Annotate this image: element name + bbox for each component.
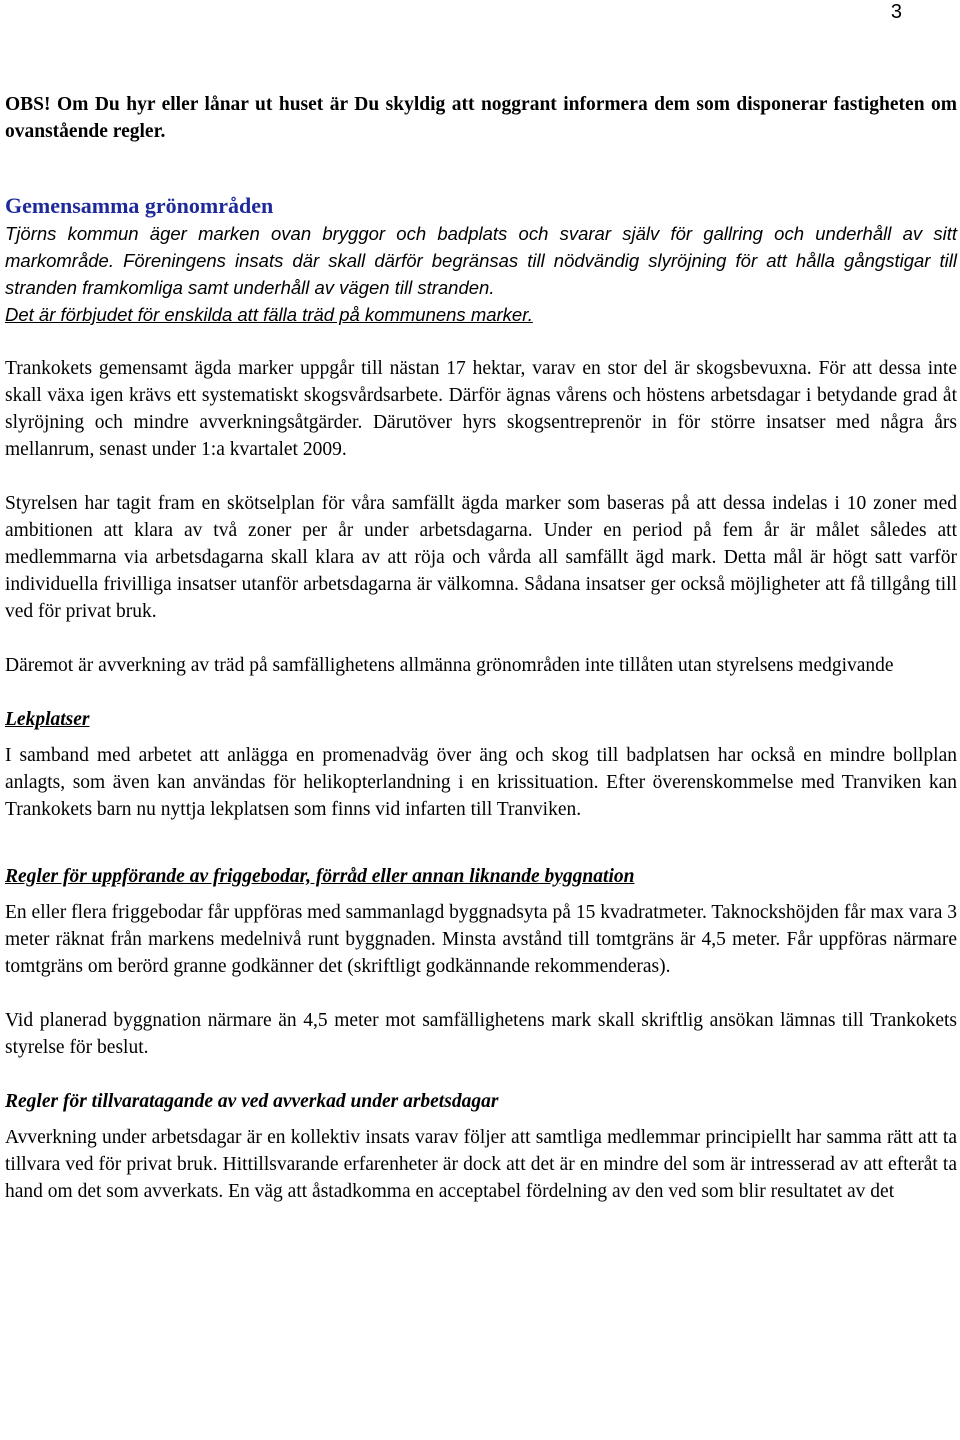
document-body <box>5 91 957 1205</box>
green-areas-paragraph-2: Styrelsen har tagit fram en skötselplan för våra samfällt ägda marker som baseras på att dessa indelas i 10 zoner med ambitionen att klara av två zoner per år under arbetsdagarna. Under en period på fem år är målet således att medlemmarna via arbetsdagarna skall klara av att röja och vårda all samfällt ägd mark. Detta mål är högt satt varför individuella frivilliga insatser utanför arbetsdagarna är välkomna. Sådana insatser ger också möjligheter att få tillgång till ved för privat bruk. <box>5 493 957 622</box>
green-areas-prohibition: Det är förbjudet för enskilda att fälla träd på kommunens marker. <box>5 304 533 325</box>
sheds-paragraph-1: En eller flera friggebodar får uppföras med sammanlagd byggnadsyta på 15 kvadratmeter. Taknockshöjden får max vara 3 meter räknat från markens medelnivå runt byggnaden. Minsta avstånd till tomtgräns är 4,5 meter. Får uppföras närmare tomtgräns om berörd granne godkänner det (skriftligt godkännande rekommenderas). <box>5 902 957 977</box>
heading-firewood: Regler för tillvaratagande av ved avverkad under arbetsdagar <box>5 1091 499 1112</box>
heading-green-areas: Gemensamma grönområden <box>5 193 274 218</box>
green-areas-paragraph-1: Trankokets gemensamt ägda marker uppgår till nästan 17 hektar, varav en stor del är skogsbevuxna. För att dessa inte skall växa igen krävs ett systematiskt skogsvårdsarbete. Därför ägnas vårens och höstens arbetsdagar i betydande grad åt slyröjning och mindre avverkningsåtgärder. Därutöver hyrs skogsentreprenör in för större insatser med några års mellanrum, senast under 1:a kvartalet 2009. <box>5 358 957 460</box>
green-areas-intro <box>5 220 957 328</box>
heading-playgrounds: Lekplatser <box>5 709 90 730</box>
obs-notice: OBS! Om Du hyr eller lånar ut huset är Du skyldig att noggrant informera dem som disponerar fastigheten om ovanstående regler. <box>5 94 957 142</box>
playgrounds-paragraph: I samband med arbetet att anlägga en promenadväg över äng och skog till badplatsen har också en mindre bollplan anlagts, som även kan användas för helikopterlandning i en krissituation. Efter överenskommelse med Tranviken kan Trankokets barn nu nyttja lekplatsen som finns vid infarten till Tranviken. <box>5 745 957 820</box>
heading-sheds: Regler för uppförande av friggebodar, förråd eller annan liknande byggnation <box>5 866 635 887</box>
green-areas-paragraph-3: Däremot är avverkning av träd på samfällighetens allmänna grönområden inte tillåten utan styrelsens medgivande <box>5 655 894 676</box>
sheds-paragraph-2: Vid planerad byggnation närmare än 4,5 meter mot samfällighetens mark skall skriftlig ansökan lämnas till Trankokets styrelse för beslut. <box>5 1010 957 1058</box>
green-areas-intro-text: Tjörns kommun äger marken ovan bryggor och badplats och svarar själv för gallring och underhåll av sitt markområde. Föreningens insats där skall därför begränsas till nödvändig slyröjning för att hålla gångstigar till stranden framkomliga samt underhåll av vägen till stranden. <box>5 223 957 298</box>
page-number: 3 <box>890 1 902 23</box>
firewood-paragraph: Avverkning under arbetsdagar är en kollektiv insats varav följer att samtliga medlemmar principiellt har samma rätt att ta tillvara ved för privat bruk. Hittillsvarande erfarenheter är dock att det är en mindre del som är intresserad av att efteråt ta hand om det som avverkats. En väg att åstadkomma en acceptabel fördelning av den ved som blir resultatet av det <box>5 1127 957 1202</box>
